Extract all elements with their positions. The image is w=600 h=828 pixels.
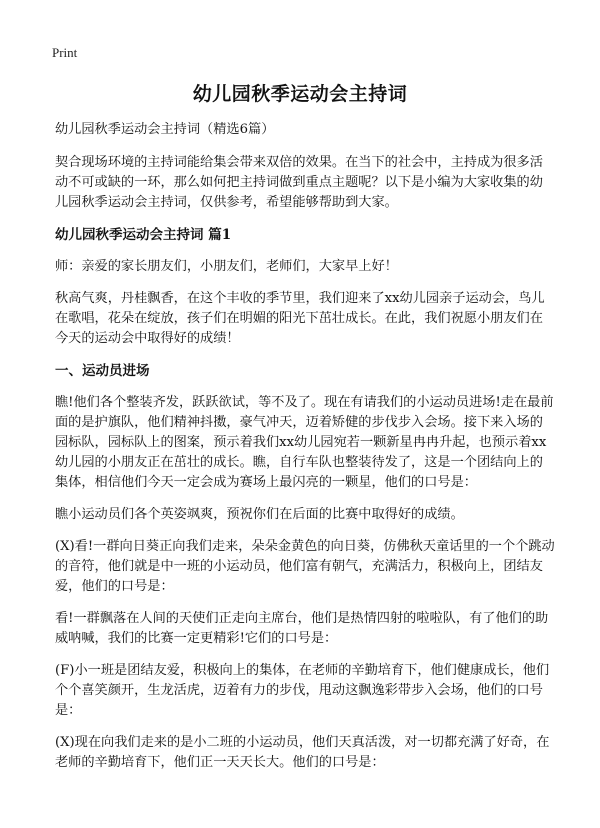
opening-paragraph: 秋高气爽，丹桂飘香，在这个丰收的季节里，我们迎来了xx幼儿园亲子运动会，鸟儿在歌唱，花朵在绽放，孩子们在明媚的阳光下茁壮成长。在此，我们祝愿小朋友们在今天的运动会中取得好的成绩！ xyxy=(55,291,545,346)
class-two-paragraph: (X)现在向我们走来的是小二班的小运动员，他们天真活泼，对一切都充满了好奇，在老师的辛勤培育下，他们正一天天长大。他们的口号是： xyxy=(55,735,550,770)
intro-paragraph: 契合现场环境的主持词能给集会带来双倍的效果。在当下的社会中，主持成为很多活动不可或缺的一环，那么如何把主持词做到重点主题呢？以下是小编为大家收集的幼儿园秋季运动会主持词，仅供参考，希望能够帮助到大家。 xyxy=(55,155,543,210)
class-one-paragraph: (F)小一班是团结友爱，积极向上的集体，在老师的辛勤培育下，他们健康成长，他们个个喜笑颜开，生龙活虎，迈着有力的步伐，甩动这飘逸彩带步入会场，他们的口号是： xyxy=(55,663,550,718)
sunflower-paragraph: (X)看!一群向日葵正向我们走来，朵朵金黄色的向日葵，仿佛秋天童话里的一个个跳动的音符，他们就是中一班的小运动员，他们富有朝气，充满活力，积极向上，团结友爱，他们的口号是： xyxy=(55,539,555,594)
page-title: 幼儿园秋季运动会主持词 xyxy=(192,83,408,105)
greeting-paragraph: 师：亲爱的家长朋友们，小朋友们，老师们，大家早上好！ xyxy=(55,259,398,274)
cheer-team-paragraph: 看!一群飘落在人间的天使们正走向主席台，他们是热情四射的啦啦队，有了他们的助威呐喊，我们的比赛一定更精彩!它们的口号是： xyxy=(55,611,549,646)
part-heading: 一、运动员进场 xyxy=(55,363,150,379)
athletes-paragraph: 瞧小运动员们各个英姿飒爽，预祝你们在后面的比赛中取得好的成绩。 xyxy=(55,507,464,522)
article-subtitle: 幼儿园秋季运动会主持词（精选6篇） xyxy=(55,122,275,137)
print-link[interactable]: Print xyxy=(52,45,78,60)
article-body xyxy=(55,120,555,785)
section-heading: 幼儿园秋季运动会主持词 篇1 xyxy=(55,227,232,243)
flag-team-paragraph: 瞧!他们各个整装齐发，跃跃欲试，等不及了。现在有请我们的小运动员进场!走在最前面的是护旗队，他们精神抖擞，豪气冲天，迈着矫健的步伐步入会场。接下来入场的园标队，园标队上的图案，预示着我们xx幼儿园宛若一颗新星冉冉升起，也预示着xx幼儿园的小朋友正在茁壮的成长。瞧，自行车队也整装待发了，这是一个团结向上的集体，相信他们今天一定会成为赛场上最闪亮的一颗星，他们的口号是： xyxy=(55,395,554,490)
